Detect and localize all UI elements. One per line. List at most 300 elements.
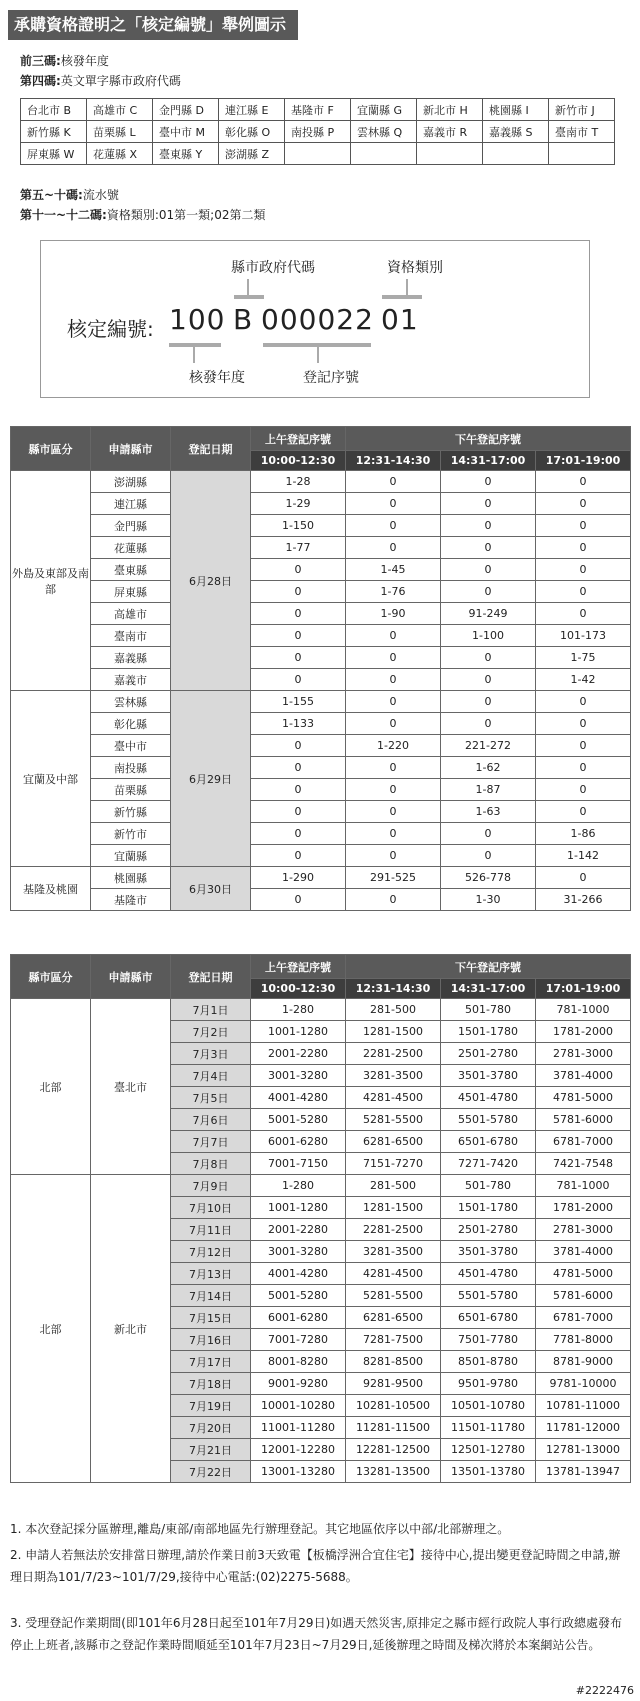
slot-cell: 3001-3280 xyxy=(251,1065,346,1087)
date-cell: 7月21日 xyxy=(171,1439,251,1461)
slot-cell: 0 xyxy=(346,625,441,647)
slot-cell: 7781-8000 xyxy=(536,1329,631,1351)
slot-cell: 0 xyxy=(346,537,441,559)
code-row xyxy=(21,99,615,121)
label-year: 核發年度 xyxy=(189,370,245,386)
code-cell: 新竹市 J xyxy=(549,99,615,121)
slot-cell: 5281-5500 xyxy=(346,1109,441,1131)
header-slot: 10:00-12:30 xyxy=(251,979,346,999)
slot-cell: 13501-13780 xyxy=(441,1461,536,1483)
table-row xyxy=(11,559,631,581)
label-county-code: 縣市政府代碼 xyxy=(231,260,315,276)
header-slot: 14:31-17:00 xyxy=(441,451,536,471)
county-cell: 彰化縣 xyxy=(91,713,171,735)
slot-cell: 0 xyxy=(536,581,631,603)
slot-cell: 13781-13947 xyxy=(536,1461,631,1483)
slot-cell: 0 xyxy=(346,713,441,735)
code-cell: 彰化縣 O xyxy=(219,121,285,143)
slot-cell: 0 xyxy=(346,757,441,779)
county-cell: 雲林縣 xyxy=(91,691,171,713)
header-pm: 下午登記序號 xyxy=(346,427,631,451)
code-row xyxy=(21,143,615,165)
region-cell: 宜蘭及中部 xyxy=(11,691,91,867)
slot-cell: 1-75 xyxy=(536,647,631,669)
slot-cell: 9501-9780 xyxy=(441,1373,536,1395)
code-cell: 嘉義縣 S xyxy=(483,121,549,143)
slot-cell: 1-62 xyxy=(441,757,536,779)
number-year: 100 xyxy=(169,303,226,336)
slot-cell: 1281-1500 xyxy=(346,1197,441,1219)
slot-cell: 6781-7000 xyxy=(536,1307,631,1329)
date-cell: 7月20日 xyxy=(171,1417,251,1439)
slot-cell: 0 xyxy=(441,713,536,735)
date-cell: 7月12日 xyxy=(171,1241,251,1263)
county-cell: 嘉義縣 xyxy=(91,647,171,669)
header-slot: 14:31-17:00 xyxy=(441,979,536,999)
slot-cell: 7001-7150 xyxy=(251,1153,346,1175)
number-serial: 000022 xyxy=(261,303,374,336)
table-row xyxy=(11,647,631,669)
slot-cell: 2281-2500 xyxy=(346,1043,441,1065)
header-row xyxy=(11,955,631,979)
table-row xyxy=(11,1175,631,1197)
date-cell: 7月8日 xyxy=(171,1153,251,1175)
slot-cell: 1-29 xyxy=(251,493,346,515)
schedule-table-2 xyxy=(10,954,631,1483)
county-cell: 南投縣 xyxy=(91,757,171,779)
slot-cell: 9001-9280 xyxy=(251,1373,346,1395)
number-diagram xyxy=(40,240,590,398)
slot-cell: 1-280 xyxy=(251,1175,346,1197)
slot-cell: 781-1000 xyxy=(536,1175,631,1197)
slot-cell: 0 xyxy=(346,845,441,867)
slot-cell: 0 xyxy=(441,471,536,493)
table-row xyxy=(11,515,631,537)
slot-cell: 91-249 xyxy=(441,603,536,625)
date-cell: 7月11日 xyxy=(171,1219,251,1241)
slot-cell: 1-86 xyxy=(536,823,631,845)
slot-cell: 6281-6500 xyxy=(346,1307,441,1329)
slot-cell: 0 xyxy=(441,493,536,515)
county-cell: 臺北市 xyxy=(91,999,171,1175)
slot-cell: 6501-6780 xyxy=(441,1131,536,1153)
slot-cell: 0 xyxy=(251,559,346,581)
eleventh-desc: 第十一~十二碼:資格類別:01第一類;02第二類 xyxy=(20,208,266,222)
slot-cell: 0 xyxy=(346,471,441,493)
slot-cell: 0 xyxy=(536,493,631,515)
code-cell: 苗栗縣 L xyxy=(87,121,153,143)
date-cell: 7月4日 xyxy=(171,1065,251,1087)
slot-cell: 0 xyxy=(251,735,346,757)
code-cell: 新竹縣 K xyxy=(21,121,87,143)
table-row xyxy=(11,823,631,845)
date-cell: 7月5日 xyxy=(171,1087,251,1109)
slot-cell: 0 xyxy=(441,823,536,845)
county-cell: 宜蘭縣 xyxy=(91,845,171,867)
slot-cell: 8781-9000 xyxy=(536,1351,631,1373)
header-slot: 10:00-12:30 xyxy=(251,451,346,471)
header-region: 縣市區分 xyxy=(11,955,91,999)
county-cell: 新北市 xyxy=(91,1175,171,1483)
code-cell: 花蓮縣 X xyxy=(87,143,153,165)
slot-cell: 6001-6280 xyxy=(251,1307,346,1329)
code-cell: 新北市 H xyxy=(417,99,483,121)
slot-cell: 9281-9500 xyxy=(346,1373,441,1395)
slot-cell: 1-76 xyxy=(346,581,441,603)
slot-cell: 0 xyxy=(536,559,631,581)
header-date: 登記日期 xyxy=(171,427,251,471)
date-cell: 6月29日 xyxy=(171,691,251,867)
date-cell: 7月16日 xyxy=(171,1329,251,1351)
table-row xyxy=(11,625,631,647)
code-cell: 宜蘭縣 G xyxy=(351,99,417,121)
slot-cell: 0 xyxy=(536,779,631,801)
schedule-table-1 xyxy=(10,426,631,911)
number-type: 01 xyxy=(381,303,419,336)
slot-cell: 1-90 xyxy=(346,603,441,625)
slot-cell: 0 xyxy=(536,537,631,559)
code-row xyxy=(21,121,615,143)
slot-cell: 13001-13280 xyxy=(251,1461,346,1483)
slot-cell: 0 xyxy=(251,581,346,603)
county-cell: 桃園縣 xyxy=(91,867,171,889)
slot-cell: 0 xyxy=(251,889,346,911)
slot-cell: 0 xyxy=(536,515,631,537)
slot-cell: 7151-7270 xyxy=(346,1153,441,1175)
code-cell: 金門縣 D xyxy=(153,99,219,121)
slot-cell: 0 xyxy=(346,647,441,669)
slot-cell: 3781-4000 xyxy=(536,1241,631,1263)
slot-cell: 0 xyxy=(251,757,346,779)
county-cell: 臺東縣 xyxy=(91,559,171,581)
date-cell: 7月2日 xyxy=(171,1021,251,1043)
number-prefix: 核定編號: xyxy=(67,317,154,341)
slot-cell: 3281-3500 xyxy=(346,1241,441,1263)
slot-cell: 0 xyxy=(536,735,631,757)
slot-cell: 3501-3780 xyxy=(441,1065,536,1087)
slot-cell: 221-272 xyxy=(441,735,536,757)
code-cell: 臺南市 T xyxy=(549,121,615,143)
table-row xyxy=(11,537,631,559)
slot-cell: 1-142 xyxy=(536,845,631,867)
slot-cell: 5281-5500 xyxy=(346,1285,441,1307)
slot-cell: 0 xyxy=(441,581,536,603)
slot-cell: 12001-12280 xyxy=(251,1439,346,1461)
table-row xyxy=(11,471,631,493)
slot-cell: 281-500 xyxy=(346,1175,441,1197)
header-row xyxy=(11,427,631,451)
county-cell: 基隆市 xyxy=(91,889,171,911)
slot-cell: 5781-6000 xyxy=(536,1109,631,1131)
slot-cell: 1-100 xyxy=(441,625,536,647)
slot-cell: 2001-2280 xyxy=(251,1043,346,1065)
slot-cell: 2501-2780 xyxy=(441,1219,536,1241)
slot-cell: 0 xyxy=(536,603,631,625)
slot-cell: 1501-1780 xyxy=(441,1197,536,1219)
slot-cell: 0 xyxy=(251,669,346,691)
slot-cell: 0 xyxy=(441,515,536,537)
slot-cell: 11501-11780 xyxy=(441,1417,536,1439)
slot-cell: 1-42 xyxy=(536,669,631,691)
table-row xyxy=(11,603,631,625)
slot-cell: 5781-6000 xyxy=(536,1285,631,1307)
table-row xyxy=(11,669,631,691)
table-row xyxy=(11,691,631,713)
table-row xyxy=(11,581,631,603)
number-county: B xyxy=(233,303,254,336)
slot-cell: 10281-10500 xyxy=(346,1395,441,1417)
header-county: 申請縣市 xyxy=(91,427,171,471)
slot-cell: 0 xyxy=(346,779,441,801)
table-row xyxy=(11,713,631,735)
date-cell: 7月17日 xyxy=(171,1351,251,1373)
slot-cell: 5501-5780 xyxy=(441,1109,536,1131)
slot-cell: 281-500 xyxy=(346,999,441,1021)
watermark: #2222476 xyxy=(575,1684,634,1697)
table-row xyxy=(11,867,631,889)
county-code-table xyxy=(20,98,615,165)
note-1: 1. 本次登記採分區辦理,離島/東部/南部地區先行辦理登記。其它地區依序以中部/北部辦理之。 xyxy=(10,1522,510,1536)
slot-cell: 6001-6280 xyxy=(251,1131,346,1153)
slot-cell: 4501-4780 xyxy=(441,1087,536,1109)
county-cell: 嘉義市 xyxy=(91,669,171,691)
slot-cell: 1-280 xyxy=(251,999,346,1021)
note-2: 2. 申請人若無法於安排當日辦理,請於作業日前3天致電【板橋浮洲合宜住宅】接待中心,提出變更登記時間之申請,辦理日期為101/7/23~101/7/29,接待中心電話:(02)2275-5688。 xyxy=(10,1548,621,1584)
code-cell: 基隆市 F xyxy=(285,99,351,121)
slot-cell: 0 xyxy=(536,691,631,713)
slot-cell: 6281-6500 xyxy=(346,1131,441,1153)
slot-cell: 3501-3780 xyxy=(441,1241,536,1263)
code-cell: 高雄市 C xyxy=(87,99,153,121)
slot-cell: 0 xyxy=(251,625,346,647)
county-cell: 新竹縣 xyxy=(91,801,171,823)
header-date: 登記日期 xyxy=(171,955,251,999)
date-cell: 7月19日 xyxy=(171,1395,251,1417)
date-cell: 7月6日 xyxy=(171,1109,251,1131)
county-cell: 臺中市 xyxy=(91,735,171,757)
county-cell: 花蓮縣 xyxy=(91,537,171,559)
slot-cell: 10001-10280 xyxy=(251,1395,346,1417)
date-cell: 7月9日 xyxy=(171,1175,251,1197)
slot-cell: 0 xyxy=(346,823,441,845)
page-title: 承購資格證明之「核定編號」舉例圖示 xyxy=(8,10,298,40)
code-cell: 臺中市 M xyxy=(153,121,219,143)
region-cell: 外島及東部及南部 xyxy=(11,471,91,691)
slot-cell: 2781-3000 xyxy=(536,1219,631,1241)
code-cell: 雲林縣 Q xyxy=(351,121,417,143)
code-cell xyxy=(483,143,549,165)
slot-cell: 6501-6780 xyxy=(441,1307,536,1329)
header-pm: 下午登記序號 xyxy=(346,955,631,979)
slot-cell: 11281-11500 xyxy=(346,1417,441,1439)
table-row xyxy=(11,493,631,515)
slot-cell: 4281-4500 xyxy=(346,1263,441,1285)
date-cell: 6月28日 xyxy=(171,471,251,691)
code-cell: 臺東縣 Y xyxy=(153,143,219,165)
slot-cell: 12781-13000 xyxy=(536,1439,631,1461)
slot-cell: 0 xyxy=(346,801,441,823)
slot-cell: 1-77 xyxy=(251,537,346,559)
slot-cell: 1-63 xyxy=(441,801,536,823)
header-am: 上午登記序號 xyxy=(251,427,346,451)
slot-cell: 4001-4280 xyxy=(251,1087,346,1109)
slot-cell: 12281-12500 xyxy=(346,1439,441,1461)
slot-cell: 2501-2780 xyxy=(441,1043,536,1065)
slot-cell: 781-1000 xyxy=(536,999,631,1021)
slot-cell: 9781-10000 xyxy=(536,1373,631,1395)
header-slot: 17:01-19:00 xyxy=(536,979,631,999)
slot-cell: 0 xyxy=(536,713,631,735)
slot-cell: 526-778 xyxy=(441,867,536,889)
slot-cell: 0 xyxy=(441,691,536,713)
slot-cell: 31-266 xyxy=(536,889,631,911)
slot-cell: 291-525 xyxy=(346,867,441,889)
slot-cell: 0 xyxy=(441,845,536,867)
code-cell xyxy=(351,143,417,165)
code-cell: 嘉義市 R xyxy=(417,121,483,143)
code-cell: 連江縣 E xyxy=(219,99,285,121)
county-cell: 連江縣 xyxy=(91,493,171,515)
slot-cell: 4281-4500 xyxy=(346,1087,441,1109)
label-serial: 登記序號 xyxy=(303,370,359,386)
header-slot: 17:01-19:00 xyxy=(536,451,631,471)
slot-cell: 1001-1280 xyxy=(251,1197,346,1219)
slot-cell: 8001-8280 xyxy=(251,1351,346,1373)
slot-cell: 0 xyxy=(346,493,441,515)
code-cell: 桃園縣 I xyxy=(483,99,549,121)
slot-cell: 1-290 xyxy=(251,867,346,889)
slot-cell: 1-150 xyxy=(251,515,346,537)
slot-cell: 7281-7500 xyxy=(346,1329,441,1351)
slot-cell: 5501-5780 xyxy=(441,1285,536,1307)
slot-cell: 1-220 xyxy=(346,735,441,757)
note-3: 3. 受理登記作業期間(即101年6月28日起至101年7月29日)如遇天然災害,原排定之縣市經行政院人事行政總處發布停止上班者,該縣市之登記作業時間順延至101年7月23日~7月29日,延後辦理之時間及梯次將於本案網站公告。 xyxy=(10,1616,623,1652)
slot-cell: 5001-5280 xyxy=(251,1109,346,1131)
slot-cell: 5001-5280 xyxy=(251,1285,346,1307)
slot-cell: 6781-7000 xyxy=(536,1131,631,1153)
slot-cell: 0 xyxy=(251,647,346,669)
slot-cell: 11001-11280 xyxy=(251,1417,346,1439)
slot-cell: 0 xyxy=(441,669,536,691)
slot-cell: 0 xyxy=(251,823,346,845)
county-cell: 新竹市 xyxy=(91,823,171,845)
slot-cell: 7271-7420 xyxy=(441,1153,536,1175)
county-cell: 金門縣 xyxy=(91,515,171,537)
slot-cell: 7421-7548 xyxy=(536,1153,631,1175)
code-cell xyxy=(285,143,351,165)
slot-cell: 0 xyxy=(251,779,346,801)
slot-cell: 2001-2280 xyxy=(251,1219,346,1241)
header-region: 縣市區分 xyxy=(11,427,91,471)
slot-cell: 1-30 xyxy=(441,889,536,911)
slot-cell: 0 xyxy=(251,801,346,823)
date-cell: 7月18日 xyxy=(171,1373,251,1395)
fifth-desc: 第五~十碼:流水號 xyxy=(20,188,119,202)
table-row xyxy=(11,999,631,1021)
slot-cell: 1781-2000 xyxy=(536,1197,631,1219)
date-cell: 7月10日 xyxy=(171,1197,251,1219)
slot-cell: 0 xyxy=(346,691,441,713)
slot-cell: 101-173 xyxy=(536,625,631,647)
region-cell: 基隆及桃園 xyxy=(11,867,91,911)
table-row xyxy=(11,801,631,823)
slot-cell: 1001-1280 xyxy=(251,1021,346,1043)
slot-cell: 1281-1500 xyxy=(346,1021,441,1043)
date-cell: 7月14日 xyxy=(171,1285,251,1307)
code-cell: 台北市 B xyxy=(21,99,87,121)
slot-cell: 13281-13500 xyxy=(346,1461,441,1483)
slot-cell: 7001-7280 xyxy=(251,1329,346,1351)
slot-cell: 0 xyxy=(346,889,441,911)
code-cell xyxy=(417,143,483,165)
slot-cell: 3781-4000 xyxy=(536,1065,631,1087)
code-cell: 屏東縣 W xyxy=(21,143,87,165)
slot-cell: 0 xyxy=(251,845,346,867)
slot-cell: 10501-10780 xyxy=(441,1395,536,1417)
slot-cell: 0 xyxy=(346,669,441,691)
slot-cell: 2781-3000 xyxy=(536,1043,631,1065)
first3-desc: 前三碼:核發年度 xyxy=(20,54,109,68)
county-cell: 苗栗縣 xyxy=(91,779,171,801)
slot-cell: 8281-8500 xyxy=(346,1351,441,1373)
header-slot: 12:31-14:30 xyxy=(346,979,441,999)
slot-cell: 4501-4780 xyxy=(441,1263,536,1285)
slot-cell: 501-780 xyxy=(441,1175,536,1197)
region-cell: 北部 xyxy=(11,1175,91,1483)
slot-cell: 0 xyxy=(441,537,536,559)
code-cell: 澎湖縣 Z xyxy=(219,143,285,165)
date-cell: 7月13日 xyxy=(171,1263,251,1285)
table-row xyxy=(11,889,631,911)
county-cell: 澎湖縣 xyxy=(91,471,171,493)
county-cell: 臺南市 xyxy=(91,625,171,647)
slot-cell: 0 xyxy=(536,471,631,493)
slot-cell: 0 xyxy=(536,801,631,823)
date-cell: 7月22日 xyxy=(171,1461,251,1483)
table-row xyxy=(11,845,631,867)
slot-cell: 8501-8780 xyxy=(441,1351,536,1373)
slot-cell: 11781-12000 xyxy=(536,1417,631,1439)
slot-cell: 12501-12780 xyxy=(441,1439,536,1461)
slot-cell: 7501-7780 xyxy=(441,1329,536,1351)
slot-cell: 1781-2000 xyxy=(536,1021,631,1043)
county-cell: 高雄市 xyxy=(91,603,171,625)
date-cell: 7月1日 xyxy=(171,999,251,1021)
slot-cell: 0 xyxy=(346,515,441,537)
slot-cell: 0 xyxy=(536,757,631,779)
slot-cell: 0 xyxy=(536,867,631,889)
header-am: 上午登記序號 xyxy=(251,955,346,979)
date-cell: 7月7日 xyxy=(171,1131,251,1153)
slot-cell: 1-133 xyxy=(251,713,346,735)
region-cell: 北部 xyxy=(11,999,91,1175)
slot-cell: 1501-1780 xyxy=(441,1021,536,1043)
slot-cell: 1-87 xyxy=(441,779,536,801)
date-cell: 7月3日 xyxy=(171,1043,251,1065)
slot-cell: 3281-3500 xyxy=(346,1065,441,1087)
slot-cell: 1-155 xyxy=(251,691,346,713)
header-county: 申請縣市 xyxy=(91,955,171,999)
table-row xyxy=(11,757,631,779)
county-cell: 屏東縣 xyxy=(91,581,171,603)
slot-cell: 10781-11000 xyxy=(536,1395,631,1417)
slot-cell: 1-45 xyxy=(346,559,441,581)
slot-cell: 1-28 xyxy=(251,471,346,493)
slot-cell: 0 xyxy=(441,559,536,581)
header-slot: 12:31-14:30 xyxy=(346,451,441,471)
date-cell: 6月30日 xyxy=(171,867,251,911)
slot-cell: 4781-5000 xyxy=(536,1087,631,1109)
